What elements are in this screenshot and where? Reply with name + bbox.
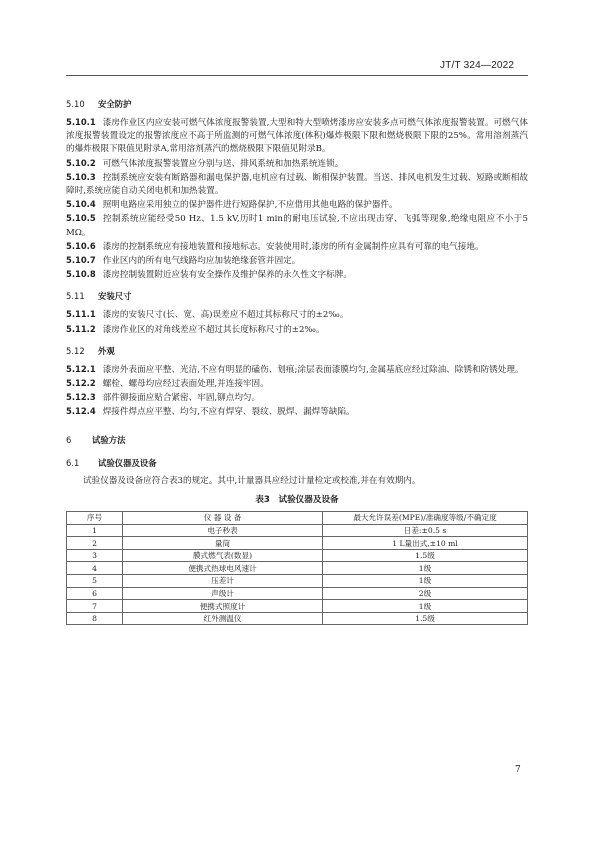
clause-5-12-4	[66, 405, 528, 419]
clause-5-12-3	[66, 391, 528, 405]
section-title: 试验仪器及设备	[98, 457, 157, 468]
section-number: 6.1	[66, 457, 80, 468]
table-cell: 1级	[323, 600, 528, 613]
clause-number: 5.12.1	[66, 363, 96, 374]
table-cell: 1级	[323, 562, 528, 575]
table-row	[67, 575, 528, 588]
chapter-heading-6	[66, 434, 528, 447]
table-cell: 1.5级	[323, 549, 528, 562]
clause-5-10-3	[66, 171, 528, 198]
section-heading-6-1	[66, 457, 528, 470]
clause-number: 5.12.3	[66, 392, 96, 403]
clause-text: 部件铆接面应贴合紧密、牢固,铆点均匀。	[102, 393, 261, 404]
table-cell: 电子秒表	[123, 524, 323, 537]
section-items-5-10	[66, 116, 528, 282]
column-header-number: 序号	[67, 511, 123, 524]
table-cell: 便携式照度计	[123, 600, 323, 613]
clause-number: 5.10.1	[66, 117, 96, 127]
table-cell: 压差计	[123, 575, 323, 588]
clause-text: 漆房的控制系统应有接地装置和接地标志。安装使用时,漆房的所有金属制件应具有可靠的电气接地。	[102, 241, 484, 252]
clause-5-10-5	[66, 212, 528, 239]
clause-number: 5.10.4	[66, 199, 96, 210]
document-body	[66, 90, 528, 625]
clause-text: 漆房的安装尺寸(长、宽、高)误差应不超过其标称尺寸的±2‰。	[102, 310, 349, 321]
clause-text: 控制系统应能经受50 Hz、1.5 kV,历时1 min的耐电压试验,不应出现击穿、飞弧等现象,绝缘电阻应不小于5 MΩ。	[66, 214, 528, 238]
section-items-5-11	[66, 308, 528, 336]
column-header-equipment: 仪 器 设 备	[123, 511, 323, 524]
table-cell: 膜式燃气表(数显)	[123, 549, 323, 562]
clause-5-11-2	[66, 323, 528, 337]
table-cell: 2	[67, 537, 123, 550]
table-cell: 声级计	[123, 587, 323, 600]
table-row	[67, 537, 528, 550]
table-row	[67, 549, 528, 562]
table-cell: 日差:±0.5 s	[323, 524, 528, 537]
table-row	[67, 587, 528, 600]
section-title: 安装尺寸	[98, 291, 132, 302]
clause-5-10-7	[66, 254, 528, 268]
section-intro-6-1: 试验仪器及设备应符合表3的规定。其中,计量器具应经过计量检定或校准,并在有效期内。	[83, 475, 421, 486]
section-number: 5.11	[66, 291, 85, 302]
clause-text: 焊接件焊点应平整、均匀,不应有焊穿、裂纹、脱焊、漏焊等缺陷。	[102, 407, 355, 418]
clause-5-10-2	[66, 157, 528, 171]
table-cell: 2级	[323, 587, 528, 600]
clause-text: 螺栓、螺母均应经过表面处理,并连接牢固。	[102, 379, 269, 390]
table-cell: 7	[67, 600, 123, 613]
table-caption: 表3 试验仪器及设备	[255, 494, 339, 505]
clause-text: 漆房作业区内应安装可燃气体浓度报警装置,大型和特大型喷烤漆房应安装多点可燃气体浓度报警装置。可燃气体浓度报警装置设定的报警浓度应不高于所监测的可燃气体浓度(体积)爆炸极限下限和燃烧极限下限的25%。常用溶剂蒸汽的爆炸极限下限值见附录A,常用溶剂蒸汽的燃烧极限下限值见附录B。	[66, 118, 528, 155]
clause-5-12-1	[66, 363, 528, 377]
section-number: 5.12	[66, 345, 85, 356]
clause-text: 可燃气体浓度报警装置应分别与送、排风系统和加热系统连锁。	[102, 158, 344, 169]
table-cell: 5	[67, 575, 123, 588]
header-divider	[66, 75, 528, 76]
section-heading-5-12	[66, 345, 528, 358]
section-items-5-12	[66, 363, 528, 420]
clause-text: 作业区内的所有电气线路均应加装绝缘套管并固定。	[102, 256, 301, 267]
clause-5-12-2	[66, 377, 528, 391]
table-row	[67, 612, 528, 625]
table-row	[67, 524, 528, 537]
page-number: 7	[515, 765, 521, 775]
clause-number: 5.10.7	[66, 255, 96, 266]
clause-number: 5.11.2	[66, 323, 96, 334]
table-row	[67, 600, 528, 613]
clause-5-10-6	[66, 240, 528, 254]
clause-number: 5.10.3	[66, 171, 96, 182]
section-heading-5-11	[66, 290, 528, 303]
clause-5-10-4	[66, 198, 528, 212]
clause-text: 漆房控制装置附近应装有安全操作及维护保养的永久性文字标牌。	[102, 270, 352, 281]
table-cell: 4	[67, 562, 123, 575]
clause-text: 照明电路应采用独立的保护器件进行短路保护,不应借用其他电路的保护器件。	[102, 200, 398, 211]
table-cell: 便携式热球电风速计	[123, 562, 323, 575]
section-title: 外观	[98, 345, 115, 356]
clause-number: 5.10.5	[66, 213, 96, 224]
table-cell: 量筒	[123, 537, 323, 550]
clause-5-10-1	[66, 116, 528, 157]
chapter-number: 6	[66, 434, 72, 445]
table-cell: 1级	[323, 575, 528, 588]
clause-number: 5.12.4	[66, 406, 96, 417]
clause-number: 5.10.2	[66, 157, 96, 168]
table-cell: 8	[67, 612, 123, 625]
section-title: 安全防护	[98, 99, 132, 109]
section-heading-5-10	[66, 98, 528, 111]
chapter-title: 试验方法	[92, 434, 126, 445]
clause-number: 5.10.8	[66, 269, 96, 280]
standard-code: JT/T 324—2022	[440, 60, 515, 71]
clause-text: 漆房外表面应平整、光洁,不应有明显的磕伤、划痕;涂层表面漆膜均匀,金属基底应经过除油、除锈和防锈处理。	[102, 364, 524, 375]
table-cell: 红外测温仪	[123, 612, 323, 625]
table-cell: 3	[67, 549, 123, 562]
clause-5-11-1	[66, 308, 528, 322]
clause-text: 漆房作业区的对角线差应不超过其长度标称尺寸的±2‰。	[102, 324, 325, 335]
clause-number: 5.11.1	[66, 309, 96, 320]
clause-number: 5.10.6	[66, 240, 96, 251]
clause-5-10-8	[66, 268, 528, 282]
column-header-accuracy: 最大允许误差(MPE)/准确度等级/不确定度	[323, 511, 528, 524]
equipment-table	[66, 511, 528, 626]
table-row	[67, 562, 528, 575]
clause-number: 5.12.2	[66, 378, 96, 389]
table-cell: 1.5级	[323, 612, 528, 625]
section-number: 5.10	[66, 99, 85, 109]
table-cell: 1 L量出式,±10 ml	[323, 537, 528, 550]
clause-text: 控制系统应安装有断路器和漏电保护器,电机应有过载、断相保护装置。当送、排风电机发生过载、短路或断相故障时,系统应能自动关闭电机和加热装置。	[66, 172, 528, 197]
table-header-row	[67, 511, 528, 524]
table-cell: 1	[67, 524, 123, 537]
table-cell: 6	[67, 587, 123, 600]
